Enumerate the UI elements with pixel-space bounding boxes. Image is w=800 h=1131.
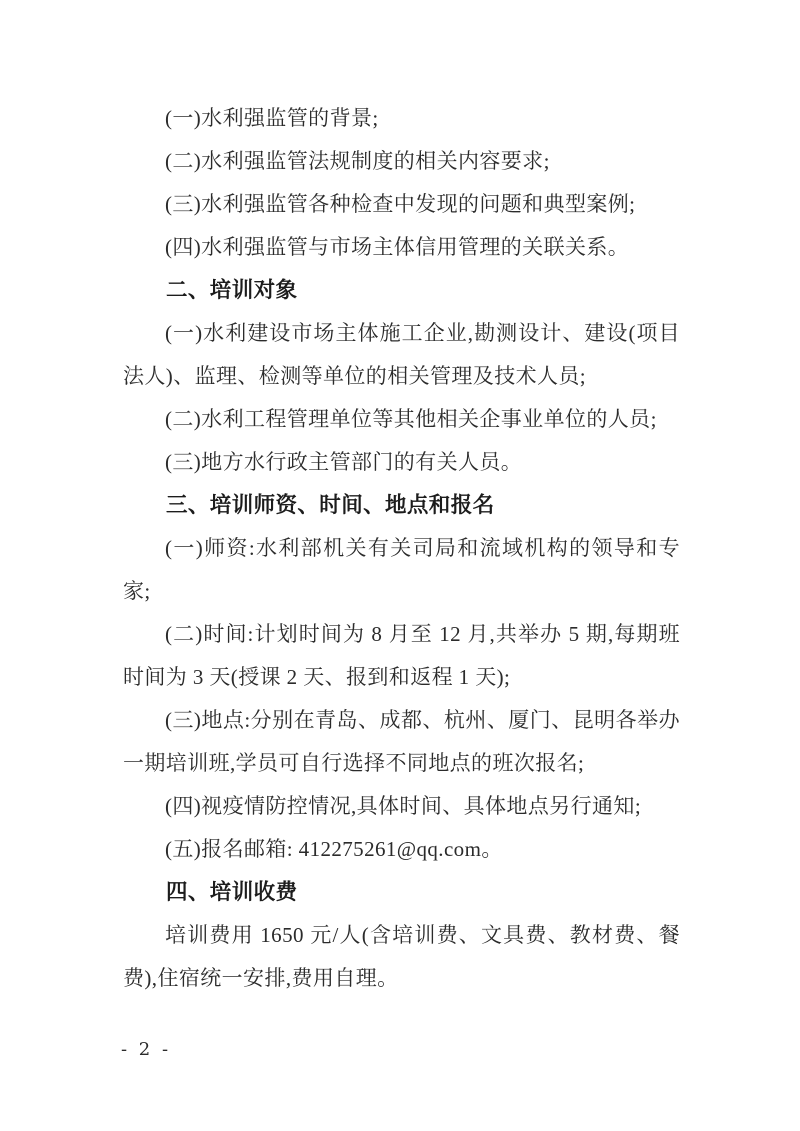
section-heading-training-fees: 四、培训收费 bbox=[166, 880, 298, 904]
list-item: (二)时间:计划时间为 8 月至 12 月,共举办 5 期,每期班时间为 3 天(授课 2 天、报到和返程 1 天); bbox=[123, 622, 680, 689]
list-item: (二)水利工程管理单位等其他相关企事业单位的人员; bbox=[165, 407, 657, 431]
document-body bbox=[123, 97, 680, 1000]
list-item: (四)水利强监管与市场主体信用管理的关联关系。 bbox=[165, 235, 630, 259]
list-item: (一)师资:水利部机关有关司局和流域机构的领导和专家; bbox=[123, 536, 680, 603]
list-item: (三)水利强监管各种检查中发现的问题和典型案例; bbox=[165, 192, 636, 216]
list-item: (二)水利强监管法规制度的相关内容要求; bbox=[165, 149, 550, 173]
list-item: (一)水利建设市场主体施工企业,勘测设计、建设(项目法人)、监理、检测等单位的相关管理及技术人员; bbox=[123, 321, 680, 388]
list-item: (三)地点:分别在青岛、成都、杭州、厦门、昆明各举办一期培训班,学员可自行选择不同地点的班次报名; bbox=[123, 708, 680, 775]
list-item: (一)水利强监管的背景; bbox=[165, 106, 379, 130]
list-item: (四)视疫情防控情况,具体时间、具体地点另行通知; bbox=[165, 794, 642, 818]
paragraph-fee-details: 培训费用 1650 元/人(含培训费、文具费、教材费、餐费),住宿统一安排,费用自理。 bbox=[123, 923, 680, 990]
list-item-registration-email: (五)报名邮箱: 412275261@qq.com。 bbox=[165, 837, 503, 861]
section-heading-faculty-time-place: 三、培训师资、时间、地点和报名 bbox=[166, 493, 495, 517]
section-heading-training-targets: 二、培训对象 bbox=[166, 278, 298, 302]
page-number: - 2 - bbox=[121, 1039, 172, 1060]
list-item: (三)地方水行政主管部门的有关人员。 bbox=[165, 450, 523, 474]
